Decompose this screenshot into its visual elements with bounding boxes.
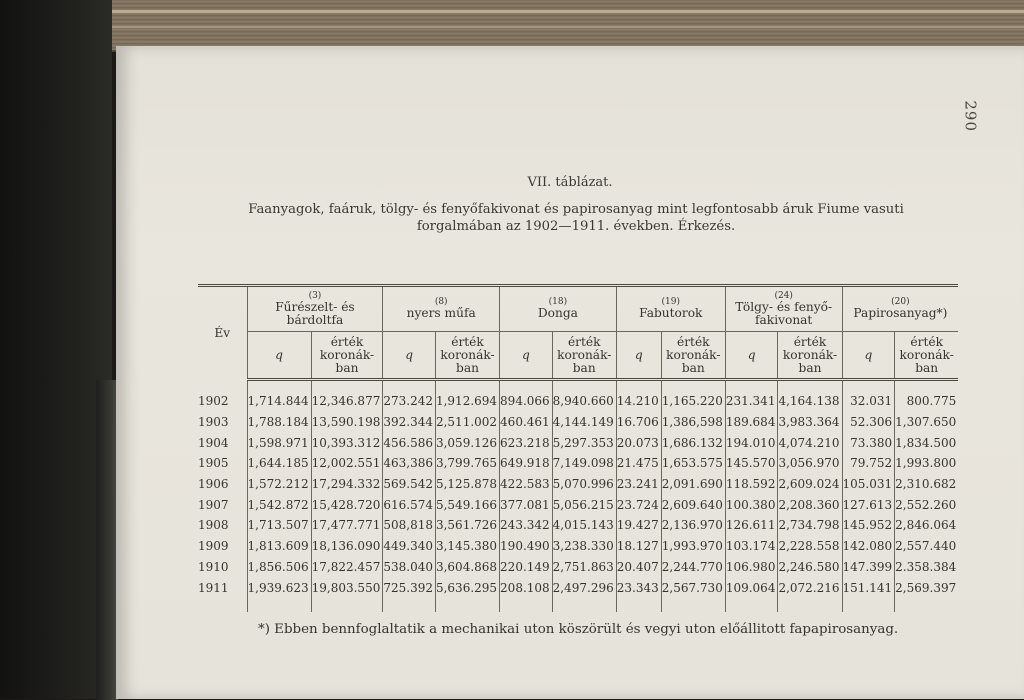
value-cell: 1,307.650: [895, 412, 959, 433]
value-cell: 2,072.216: [778, 577, 842, 598]
value-cell: 3,561.726: [435, 515, 499, 536]
quantity-cell: 21.475: [616, 453, 661, 474]
quantity-cell: 449.340: [383, 536, 436, 557]
value-cell: 3,238.330: [552, 536, 616, 557]
value-cell: 1,834.500: [895, 432, 959, 453]
quantity-cell: 23.724: [616, 494, 661, 515]
value-cell: 2,497.296: [552, 577, 616, 598]
value-cell: 3,983.364: [778, 412, 842, 433]
quantity-cell: 79.752: [842, 453, 895, 474]
value-header: érték koronák-ban: [435, 332, 499, 380]
footnote: *) Ebben bennfoglaltatik a mechanikai uton köszörült és vegyi uton előállitott fapapirosanyag.: [258, 622, 899, 637]
value-cell: 1,386,598: [661, 412, 725, 433]
value-cell: 2,136.970: [661, 515, 725, 536]
table-row: [198, 474, 958, 495]
quantity-cell: 14.210: [616, 391, 661, 412]
value-cell: 10,393.312: [311, 432, 383, 453]
quantity-cell: 1,713.507: [247, 515, 311, 536]
quantity-cell: 103.174: [725, 536, 778, 557]
quantity-cell: 569.542: [383, 474, 436, 495]
value-header: érték koronák-ban: [552, 332, 616, 380]
value-cell: 2.358.384: [895, 557, 959, 578]
group-header: (20) Papirosanyag*): [842, 286, 958, 332]
table-row: [198, 536, 958, 557]
year-cell: 1910: [198, 559, 229, 574]
value-cell: 3,799.765: [435, 453, 499, 474]
value-cell: 2,208.360: [778, 494, 842, 515]
quantity-cell: 243.342: [500, 515, 553, 536]
value-cell: 2,246.580: [778, 557, 842, 578]
quantity-cell: 460.461: [500, 412, 553, 433]
value-cell: 7,149.098: [552, 453, 616, 474]
quantity-header: q: [616, 332, 661, 380]
quantity-header: q: [383, 332, 436, 380]
value-cell: 1,165.220: [661, 391, 725, 412]
quantity-cell: 20.407: [616, 557, 661, 578]
quantity-cell: 16.706: [616, 412, 661, 433]
quantity-cell: 1,714.844: [247, 391, 311, 412]
quantity-cell: 126.611: [725, 515, 778, 536]
quantity-cell: 190.490: [500, 536, 553, 557]
value-cell: 2,734.798: [778, 515, 842, 536]
table-row: [198, 577, 958, 598]
group-header: (8) nyers műfa: [383, 286, 500, 332]
book-edge-shadow: [96, 380, 118, 700]
book-page-stripe: [112, 10, 1024, 13]
value-cell: 5,636.295: [435, 577, 499, 598]
value-cell: 15,428.720: [311, 494, 383, 515]
value-cell: 2,552.260: [895, 494, 959, 515]
quantity-cell: 189.684: [725, 412, 778, 433]
value-cell: 4,164.138: [778, 391, 842, 412]
quantity-cell: 32.031: [842, 391, 895, 412]
value-cell: 2,609.024: [778, 474, 842, 495]
statistics-table: [198, 284, 958, 612]
quantity-cell: 1,813.609: [247, 536, 311, 557]
table-caption: Faanyagok, faáruk, tölgy- és fenyőfakivonat és papirosanyag mint legfontosabb áruk Fiume vasuti forgalmában az 1902—1911. években. Érkezés.: [248, 202, 904, 234]
quantity-cell: 894.066: [500, 391, 553, 412]
quantity-cell: 725.392: [383, 577, 436, 598]
quantity-cell: 377.081: [500, 494, 553, 515]
quantity-cell: 106.980: [725, 557, 778, 578]
value-cell: 2,244.770: [661, 557, 725, 578]
value-cell: 8,940.660: [552, 391, 616, 412]
quantity-cell: 145.952: [842, 515, 895, 536]
quantity-cell: 1,542.872: [247, 494, 311, 515]
value-cell: 2,228.558: [778, 536, 842, 557]
value-cell: 2,511.002: [435, 412, 499, 433]
quantity-cell: 145.570: [725, 453, 778, 474]
quantity-cell: 392.344: [383, 412, 436, 433]
quantity-cell: 456.586: [383, 432, 436, 453]
value-cell: 13,590.198: [311, 412, 383, 433]
year-cell: 1911: [198, 580, 229, 595]
year-cell: 1902: [198, 394, 229, 409]
value-cell: 3,059.126: [435, 432, 499, 453]
value-cell: 3,604.868: [435, 557, 499, 578]
value-cell: 17,294.332: [311, 474, 383, 495]
quantity-header: q: [725, 332, 778, 380]
value-cell: 5,125.878: [435, 474, 499, 495]
quantity-cell: 273.242: [383, 391, 436, 412]
quantity-cell: 623.218: [500, 432, 553, 453]
value-cell: 5,297.353: [552, 432, 616, 453]
value-cell: 800.775: [895, 391, 959, 412]
quantity-cell: 1,939.623: [247, 577, 311, 598]
value-cell: 4,015.143: [552, 515, 616, 536]
quantity-cell: 151.141: [842, 577, 895, 598]
quantity-cell: 231.341: [725, 391, 778, 412]
value-cell: 4,074.210: [778, 432, 842, 453]
quantity-cell: 194.010: [725, 432, 778, 453]
group-header: (19) Fabutorok: [616, 286, 725, 332]
quantity-cell: 208.108: [500, 577, 553, 598]
page-number: 290: [962, 100, 980, 132]
quantity-cell: 1,644.185: [247, 453, 311, 474]
group-header: (18) Donga: [500, 286, 617, 332]
year-header: Év: [198, 286, 247, 380]
value-cell: 3,145.380: [435, 536, 499, 557]
value-cell: 12,002.551: [311, 453, 383, 474]
quantity-cell: 23.343: [616, 577, 661, 598]
group-header: (3) Fűrészelt- és bárdoltfa: [247, 286, 383, 332]
value-cell: 2,569.397: [895, 577, 959, 598]
table-row: [198, 412, 958, 433]
quantity-cell: 142.080: [842, 536, 895, 557]
quantity-cell: 127.613: [842, 494, 895, 515]
quantity-cell: 1,856.506: [247, 557, 311, 578]
table-row: [198, 515, 958, 536]
value-cell: 3,056.970: [778, 453, 842, 474]
quantity-cell: 19.427: [616, 515, 661, 536]
value-cell: 18,136.090: [311, 536, 383, 557]
value-cell: 17,822.457: [311, 557, 383, 578]
quantity-cell: 20.073: [616, 432, 661, 453]
value-cell: 1,653.575: [661, 453, 725, 474]
quantity-cell: 100.380: [725, 494, 778, 515]
quantity-cell: 118.592: [725, 474, 778, 495]
quantity-cell: 147.399: [842, 557, 895, 578]
value-header: érték koronák-ban: [311, 332, 383, 380]
quantity-cell: 18.127: [616, 536, 661, 557]
quantity-cell: 538.040: [383, 557, 436, 578]
year-cell: 1906: [198, 477, 229, 492]
quantity-cell: 1,598.971: [247, 432, 311, 453]
quantity-cell: 73.380: [842, 432, 895, 453]
year-cell: 1908: [198, 518, 229, 533]
quantity-cell: 508,818: [383, 515, 436, 536]
value-cell: 2,557.440: [895, 536, 959, 557]
book-page: [116, 46, 1024, 699]
year-cell: 1904: [198, 435, 229, 450]
value-cell: 12,346.877: [311, 391, 383, 412]
quantity-cell: 463,386: [383, 453, 436, 474]
value-cell: 19,803.550: [311, 577, 383, 598]
value-header: érték koronák-ban: [895, 332, 959, 380]
quantity-header: q: [500, 332, 553, 380]
value-cell: 5,056.215: [552, 494, 616, 515]
value-cell: 2,091.690: [661, 474, 725, 495]
table-row: [198, 557, 958, 578]
quantity-cell: 220.149: [500, 557, 553, 578]
quantity-cell: 1,572.212: [247, 474, 311, 495]
value-cell: 17,477.771: [311, 515, 383, 536]
value-cell: 5,070.996: [552, 474, 616, 495]
year-cell: 1907: [198, 497, 229, 512]
value-cell: 2,567.730: [661, 577, 725, 598]
quantity-cell: 422.583: [500, 474, 553, 495]
table-row: [198, 494, 958, 515]
value-cell: 1,912.694: [435, 391, 499, 412]
table-row: [198, 453, 958, 474]
year-cell: 1909: [198, 539, 229, 554]
quantity-cell: 1,788.184: [247, 412, 311, 433]
quantity-cell: 649.918: [500, 453, 553, 474]
quantity-header: q: [247, 332, 311, 380]
value-cell: 5,549.166: [435, 494, 499, 515]
value-cell: 4,144.149: [552, 412, 616, 433]
quantity-cell: 23.241: [616, 474, 661, 495]
value-cell: 2,310.682: [895, 474, 959, 495]
quantity-cell: 109.064: [725, 577, 778, 598]
book-page-stripe: [112, 26, 1024, 28]
value-cell: 1,993.800: [895, 453, 959, 474]
book-top-edge: [112, 0, 1024, 52]
table-row: [198, 432, 958, 453]
year-cell: 1903: [198, 415, 229, 430]
value-cell: 2,751.863: [552, 557, 616, 578]
quantity-header: q: [842, 332, 895, 380]
group-header: (24) Tölgy- és fenyő-fakivonat: [725, 286, 842, 332]
table-row: [198, 391, 958, 412]
quantity-cell: 105.031: [842, 474, 895, 495]
value-cell: 1,993.970: [661, 536, 725, 557]
value-cell: 2,609.640: [661, 494, 725, 515]
value-header: érték koronák-ban: [661, 332, 725, 380]
year-cell: 1905: [198, 456, 229, 471]
value-header: érték koronák-ban: [778, 332, 842, 380]
value-cell: 1,686.132: [661, 432, 725, 453]
table-title: VII. táblázat.: [527, 175, 613, 190]
quantity-cell: 52.306: [842, 412, 895, 433]
quantity-cell: 616.574: [383, 494, 436, 515]
value-cell: 2,846.064: [895, 515, 959, 536]
